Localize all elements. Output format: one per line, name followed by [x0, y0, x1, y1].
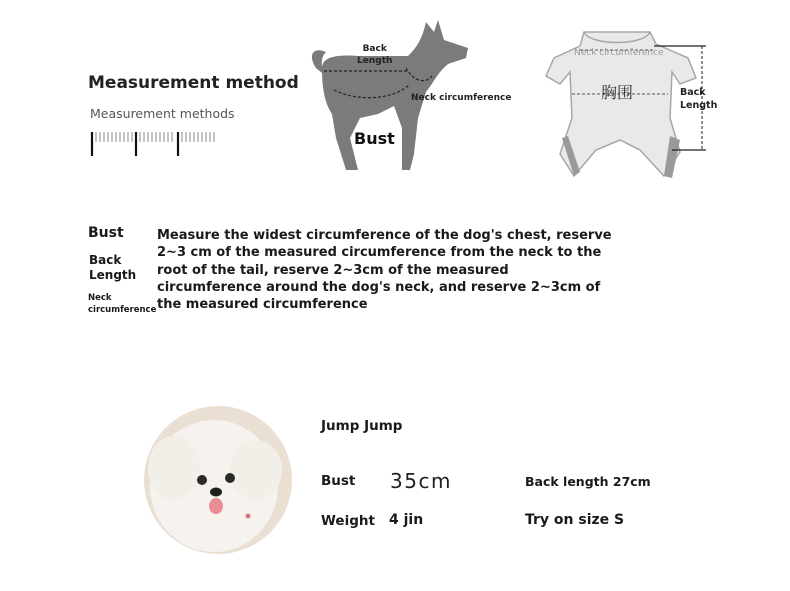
try-on-size: Try on size S [525, 512, 625, 528]
garment-neck-label: Neck circumference [574, 48, 664, 58]
dog-neck-label: Neck circumference [411, 93, 512, 103]
term-back-length: Back Length [89, 253, 137, 282]
bust-value: 35cm [390, 469, 452, 493]
weight-value: 4 jin [389, 512, 424, 528]
bust-label: Bust [321, 473, 356, 489]
dog-bust-label: Bust [354, 129, 395, 148]
back-length-info: Back length 27cm [525, 474, 651, 489]
section-title: Measurement method [88, 73, 299, 93]
ruler-graphic [90, 128, 220, 158]
garment-chest-label: 胸围 [601, 83, 634, 102]
weight-label: Weight [321, 513, 375, 529]
term-bust: Bust [88, 225, 124, 241]
garment-back-length-label: Back Length [680, 87, 718, 111]
term-neck-circumference: Neck circumference [88, 293, 157, 315]
measurement-description: Measure the widest circumference of the dog's chest, reserve 2~3 cm of the measured circumference from the neck to the root of the tail, reserve 2~3cm of the measured circumference around the dog's neck, and reserve 2~3cm of the measured circumference [157, 228, 612, 313]
section-subtitle: Measurement methods [90, 106, 235, 121]
dog-back-length-label: Back Length [357, 44, 393, 66]
dog-photo [144, 406, 292, 554]
dog-name: Jump Jump [321, 418, 403, 434]
